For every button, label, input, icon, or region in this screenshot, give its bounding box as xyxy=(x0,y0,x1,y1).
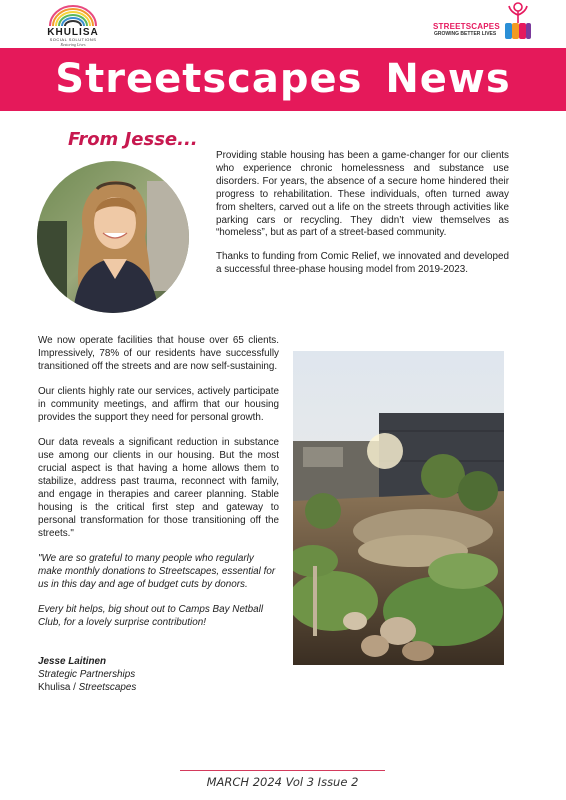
author-org-italic: Streetscapes xyxy=(78,681,137,693)
garden-photo xyxy=(293,351,504,665)
author-name: Jesse Laitinen xyxy=(38,656,107,667)
intro-paragraph-2: Thanks to funding from Comic Relief, we innovated and developed a successful three-phase housing model from 2019-2023. xyxy=(216,251,509,275)
streetscapes-slogan: GROWING BETTER LIVES xyxy=(434,31,497,37)
body-paragraph-1: We now operate facilities that house over 65 clients. Impressively, 78% of our residents have successfully transitioned off the streets and are now self-sustaining. xyxy=(38,335,279,372)
intro-paragraph-1: Providing stable housing has been a game-changer for our clients who experience chronic homelessness and substance use disorders. For years, the absence of a secure home hindered their progress to rehabilitation. These individuals, often turned away from shelters, carved out a life on the streets through activities like parking cars or recycling. They didn’t view themselves as “homeless”, but as part of a street-based community. xyxy=(216,150,509,239)
signoff-block xyxy=(38,656,279,695)
khulisa-logo xyxy=(38,2,108,46)
footer-rule xyxy=(180,770,385,771)
article-body xyxy=(38,335,279,643)
streetscapes-logo xyxy=(430,0,535,44)
portrait-photo xyxy=(37,161,189,313)
quote-paragraph-1: "We are so grateful to many people who regularly make monthly donations to Streetscapes, essential for us in this day and age of budget cuts by donors. xyxy=(38,553,276,590)
author-org-prefix: Khulisa / xyxy=(38,681,79,693)
streetscapes-wordmark: STREETSCAPES xyxy=(433,22,500,31)
rainbow-arc-icon xyxy=(38,2,108,28)
body-paragraph-2: Our clients highly rate our services, actively participate in community meetings, and affirm that our housing provides the support they need for personal growth. xyxy=(38,386,279,424)
author-role: Strategic Partnerships xyxy=(38,668,136,680)
newsletter-title: Streetscapes News xyxy=(55,56,511,102)
khulisa-wordmark: KHULISA xyxy=(47,27,99,38)
khulisa-tagline: Restoring Lives xyxy=(60,42,86,47)
quote-paragraph-2: Every bit helps, big shout out to Camps Bay Netball Club, for a lovely surprise contribution! xyxy=(38,604,264,629)
flower-figure-icon xyxy=(503,1,533,41)
author-org xyxy=(38,682,279,695)
body-paragraph-3: Our data reveals a significant reduction in substance use among our clients in our housing. But the most crucial aspect is that having a home allows them to stabilize, address past trauma, reconnect with family, and engage in therapies and career planning. Stable housing is the critical first step and gateway to personal transformation for those transitioning off the streets." xyxy=(38,437,279,539)
khulisa-subline: SOCIAL SOLUTIONS xyxy=(49,37,97,42)
section-heading: From Jesse... xyxy=(68,129,198,150)
issue-label: MARCH 2024 Vol 3 Issue 2 xyxy=(206,775,359,789)
